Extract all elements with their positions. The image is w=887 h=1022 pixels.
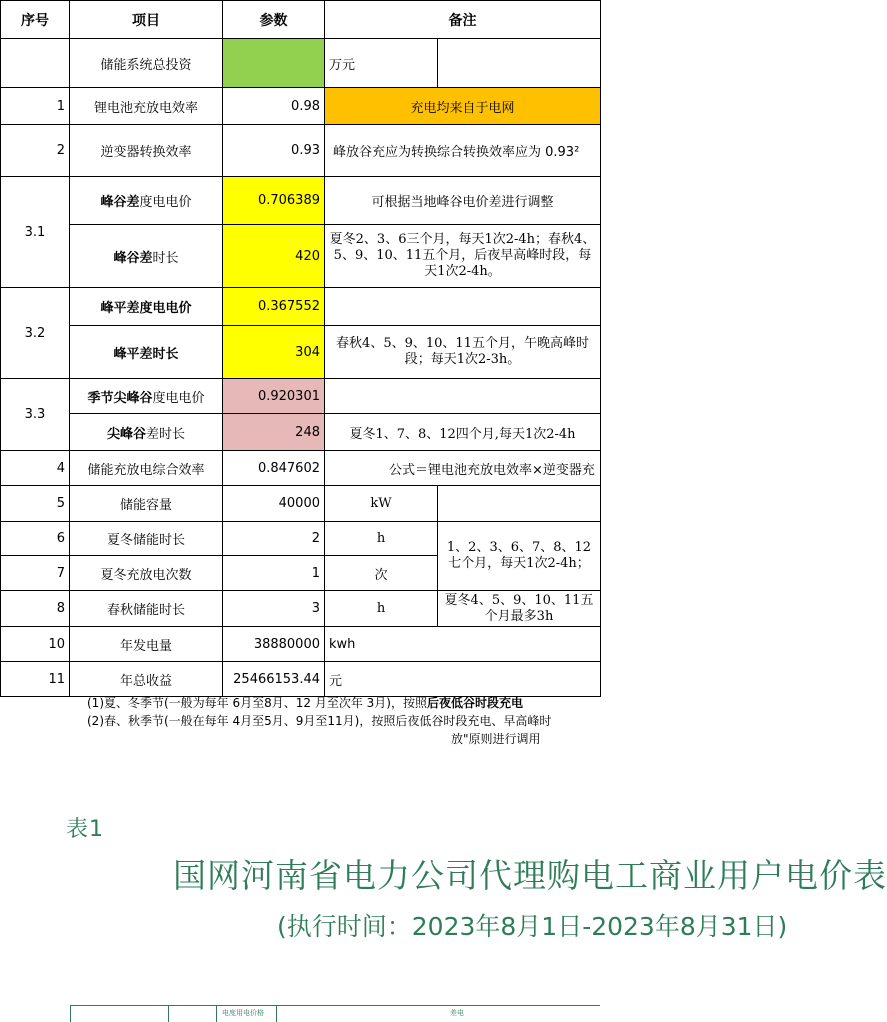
cell-remark[interactable] <box>438 486 601 522</box>
cell-no[interactable]: 10 <box>1 627 70 662</box>
cell-param[interactable]: 3 <box>223 591 325 627</box>
cell-remark[interactable]: 夏冬2、3、6三个月，每天1次2-4h；春秋4、5、9、10、11五个月，后夜早高峰时段，每天1次2-4h。 <box>325 225 601 288</box>
cell-param[interactable]: 1 <box>223 556 325 591</box>
page-subtitle: (执行时间：2023年8月1日-2023年8月31日) <box>277 912 788 941</box>
header-param[interactable]: 参数 <box>223 1 325 39</box>
footnote-1-text: (1)夏、冬季节(一般为每年 6月至8月、12 月至次年 3月)，按照 <box>87 696 427 710</box>
cell-unit[interactable]: h <box>325 522 438 556</box>
cell-unit[interactable]: kW <box>325 486 438 522</box>
cell-remark[interactable]: 春秋4、5、9、10、11五个月，午晚高峰时段；每天1次2-3h。 <box>325 326 601 379</box>
cell-param[interactable]: 0.98 <box>223 88 325 125</box>
cell-item[interactable] <box>70 414 223 451</box>
label-bold: 季节尖峰谷 <box>87 390 153 406</box>
cell-item[interactable]: 逆变器转换效率 <box>70 125 223 177</box>
cell-param[interactable]: 420 <box>223 225 325 288</box>
label-bold: 尖峰谷 <box>106 426 146 442</box>
cell-no[interactable]: 3.1 <box>1 177 70 288</box>
label-rest: 差时长 <box>146 426 186 442</box>
cell-item[interactable]: 峰平差时长 <box>70 326 223 379</box>
table-row <box>1 177 601 225</box>
cell-no[interactable]: 11 <box>1 662 70 697</box>
cell-remark[interactable]: 充电均来自于电网 <box>325 88 601 125</box>
cell-param[interactable]: 0.93 <box>223 125 325 177</box>
cell-remark[interactable] <box>438 39 601 88</box>
cell-unit[interactable]: h <box>325 591 438 627</box>
footnotes <box>0 694 600 748</box>
cell-no[interactable]: 3.2 <box>1 288 70 379</box>
table-row <box>1 662 601 697</box>
cell-item[interactable] <box>70 177 223 225</box>
label-bold: 峰谷差 <box>100 195 140 210</box>
cell-item[interactable]: 储能系统总投资 <box>70 39 223 88</box>
table-label: 表1 <box>66 817 104 842</box>
cell-param[interactable]: 38880000 <box>223 627 325 662</box>
cell-no[interactable]: 3.3 <box>1 379 70 451</box>
cell-remark[interactable]: 公式＝锂电池充放电效率×逆变器充 <box>325 451 601 486</box>
cell-item[interactable]: 春秋储能时长 <box>70 591 223 627</box>
cell-item[interactable]: 夏冬储能时长 <box>70 522 223 556</box>
table-divider <box>168 1006 169 1022</box>
label-bold: 峰谷差 <box>113 250 153 266</box>
table-divider <box>70 1006 71 1022</box>
cell-no[interactable]: 4 <box>1 451 70 486</box>
cell-param[interactable]: 0.706389 <box>223 177 325 225</box>
table-row <box>1 326 601 379</box>
cell-no[interactable]: 5 <box>1 486 70 522</box>
cell-param[interactable]: 0.847602 <box>223 451 325 486</box>
cell-no[interactable]: 8 <box>1 591 70 627</box>
price-header-cell: 电度用电价格 <box>222 1009 264 1017</box>
label-rest: 度电电价 <box>152 390 205 406</box>
label-rest: 时长 <box>152 250 179 266</box>
table-divider <box>276 1006 277 1022</box>
cell-param[interactable]: 304 <box>223 326 325 379</box>
footnote-1-bold: 后夜低谷时段充电 <box>426 696 523 710</box>
cell-side-note[interactable]: 1、2、3、6、7、8、12七个月，每天1次2-4h； <box>438 522 601 591</box>
cell-unit[interactable]: 万元 <box>325 39 438 88</box>
header-no[interactable]: 序号 <box>1 1 70 39</box>
cell-unit[interactable]: 次 <box>325 556 438 591</box>
cell-remark[interactable] <box>325 379 601 414</box>
cell-item[interactable] <box>70 225 223 288</box>
header-remark[interactable]: 备注 <box>325 1 601 39</box>
table-row <box>1 225 601 288</box>
cell-param[interactable]: 2 <box>223 522 325 556</box>
cell-no[interactable]: 1 <box>1 88 70 125</box>
table-row <box>1 522 601 556</box>
table-row <box>1 451 601 486</box>
cell-param[interactable]: 0.367552 <box>223 288 325 326</box>
cell-item[interactable]: 夏冬充放电次数 <box>70 556 223 591</box>
cell-remark[interactable]: 可根据当地峰谷电价差进行调整 <box>325 177 601 225</box>
cell-item[interactable]: 峰平差度电电价 <box>70 288 223 326</box>
cell-side-note[interactable]: 夏冬4、5、9、10、11五个月最多3h <box>438 591 601 627</box>
table-row <box>1 627 601 662</box>
footnote-2: (2)春、秋季节(一般在每年 4月至5月、9月至11月)，按照后夜低谷时段充电、早高峰时 <box>87 714 552 728</box>
cell-param[interactable]: 40000 <box>223 486 325 522</box>
cell-no[interactable] <box>1 39 70 88</box>
table-row <box>1 414 601 451</box>
table-divider <box>216 1006 217 1022</box>
cell-remark[interactable] <box>325 288 601 326</box>
cell-item[interactable]: 储能充放电综合效率 <box>70 451 223 486</box>
cell-no[interactable]: 7 <box>1 556 70 591</box>
cell-item[interactable]: 储能容量 <box>70 486 223 522</box>
table-row <box>1 379 601 414</box>
cell-item[interactable]: 锂电池充放电效率 <box>70 88 223 125</box>
header-item[interactable]: 项目 <box>70 1 223 39</box>
cell-item[interactable]: 年总收益 <box>70 662 223 697</box>
cell-item[interactable] <box>70 379 223 414</box>
cell-item[interactable]: 年发电量 <box>70 627 223 662</box>
header-row <box>1 1 601 39</box>
cell-param[interactable]: 0.920301 <box>223 379 325 414</box>
cell-unit[interactable]: kwh <box>325 627 601 662</box>
table-row <box>1 486 601 522</box>
investment-sheet <box>0 0 601 697</box>
cell-no[interactable]: 6 <box>1 522 70 556</box>
table-row <box>1 288 601 326</box>
footnote-3: 放"原则进行调用 <box>451 732 541 746</box>
cell-param[interactable]: 248 <box>223 414 325 451</box>
page-title: 国网河南省电力公司代理购电工商业用户电价表 <box>173 856 887 895</box>
cell-remark[interactable]: 夏冬1、7、8、12四个月,每天1次2-4h <box>325 414 601 451</box>
table-row <box>1 39 601 88</box>
price-header-cell: 差电 <box>450 1009 464 1017</box>
table-row <box>1 125 601 177</box>
price-table-top <box>70 1005 600 1022</box>
label-rest: 度电电价 <box>139 195 192 210</box>
cell-param[interactable]: 25466153.44 <box>223 662 325 697</box>
cell-no[interactable]: 2 <box>1 125 70 177</box>
cell-param-green[interactable] <box>223 39 325 88</box>
table-row <box>1 88 601 125</box>
table-row <box>1 591 601 627</box>
footnote-1 <box>0 694 600 712</box>
cell-unit[interactable]: 元 <box>325 662 601 697</box>
cell-remark[interactable]: 峰放谷充应为转换综合转换效率应为 0.93² <box>325 125 601 177</box>
